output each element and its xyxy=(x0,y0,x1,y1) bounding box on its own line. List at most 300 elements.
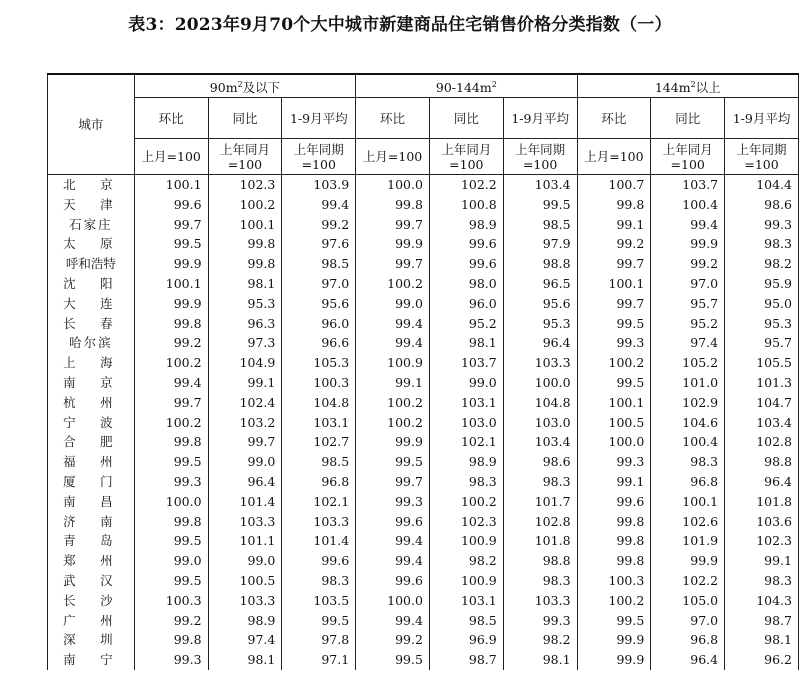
table-row xyxy=(48,195,799,215)
value-cell: 99.8 xyxy=(577,512,651,532)
city-cell: 上 海 xyxy=(48,353,135,373)
value-cell: 99.0 xyxy=(429,373,503,393)
value-cell: 99.0 xyxy=(134,551,208,571)
value-cell: 96.8 xyxy=(651,630,725,650)
value-cell: 99.0 xyxy=(356,294,430,314)
table-row xyxy=(48,611,799,631)
city-cell: 杭 州 xyxy=(48,393,135,413)
value-cell: 99.8 xyxy=(208,254,282,274)
value-cell: 99.6 xyxy=(356,571,430,591)
subheader-cell: 1-9月平均 xyxy=(725,98,799,139)
table-row xyxy=(48,591,799,611)
value-cell: 99.8 xyxy=(134,630,208,650)
value-cell: 99.6 xyxy=(134,195,208,215)
subheader-cell: 环比 xyxy=(134,98,208,139)
city-cell: 合 肥 xyxy=(48,432,135,452)
value-cell: 99.0 xyxy=(208,551,282,571)
city-cell: 石家庄 xyxy=(48,215,135,235)
value-cell: 100.8 xyxy=(429,195,503,215)
value-cell: 102.6 xyxy=(651,512,725,532)
value-cell: 104.7 xyxy=(725,393,799,413)
city-cell: 北 京 xyxy=(48,175,135,195)
value-cell: 97.0 xyxy=(651,274,725,294)
value-cell: 103.6 xyxy=(725,512,799,532)
value-cell: 97.0 xyxy=(651,611,725,631)
value-cell: 103.4 xyxy=(503,432,577,452)
city-cell: 天 津 xyxy=(48,195,135,215)
value-cell: 100.2 xyxy=(577,591,651,611)
value-cell: 98.1 xyxy=(208,650,282,670)
value-cell: 99.7 xyxy=(356,254,430,274)
value-cell: 96.3 xyxy=(208,314,282,334)
value-cell: 100.1 xyxy=(577,393,651,413)
value-cell: 99.5 xyxy=(356,452,430,472)
value-cell: 102.3 xyxy=(429,512,503,532)
value-cell: 100.9 xyxy=(356,353,430,373)
value-cell: 98.2 xyxy=(503,630,577,650)
value-cell: 98.2 xyxy=(725,254,799,274)
value-cell: 100.0 xyxy=(577,432,651,452)
value-cell: 103.2 xyxy=(208,413,282,433)
value-cell: 99.9 xyxy=(651,551,725,571)
table-title: 表3：2023年9月70个大中城市新建商品住宅销售价格分类指数（一） xyxy=(128,15,672,35)
subheader-cell: 环比 xyxy=(356,98,430,139)
value-cell: 98.3 xyxy=(725,234,799,254)
value-cell: 98.8 xyxy=(503,254,577,274)
subheader-cell: 1-9月平均 xyxy=(282,98,356,139)
city-column-header: 城市 xyxy=(48,74,135,175)
city-cell: 南 昌 xyxy=(48,492,135,512)
value-cell: 105.3 xyxy=(282,353,356,373)
value-cell: 96.4 xyxy=(651,650,725,670)
base-row xyxy=(48,139,799,175)
city-cell: 太 原 xyxy=(48,234,135,254)
value-cell: 104.4 xyxy=(725,175,799,195)
value-cell: 100.0 xyxy=(503,373,577,393)
value-cell: 105.5 xyxy=(725,353,799,373)
table-row xyxy=(48,333,799,353)
value-cell: 99.2 xyxy=(651,254,725,274)
city-cell: 深 圳 xyxy=(48,630,135,650)
value-cell: 98.8 xyxy=(503,551,577,571)
value-cell: 99.4 xyxy=(356,333,430,353)
value-cell: 99.7 xyxy=(134,393,208,413)
value-cell: 97.0 xyxy=(282,274,356,294)
value-cell: 98.6 xyxy=(503,452,577,472)
value-cell: 98.1 xyxy=(503,650,577,670)
value-cell: 95.3 xyxy=(725,314,799,334)
value-cell: 99.7 xyxy=(134,215,208,235)
value-cell: 103.3 xyxy=(503,591,577,611)
value-cell: 99.5 xyxy=(356,650,430,670)
subheader-cell: 同比 xyxy=(208,98,282,139)
value-cell: 98.0 xyxy=(429,274,503,294)
value-cell: 97.3 xyxy=(208,333,282,353)
value-cell: 96.9 xyxy=(429,630,503,650)
value-cell: 99.6 xyxy=(356,512,430,532)
subheader-row xyxy=(48,98,799,139)
value-cell: 102.4 xyxy=(208,393,282,413)
value-cell: 99.1 xyxy=(208,373,282,393)
value-cell: 95.2 xyxy=(429,314,503,334)
table-row xyxy=(48,432,799,452)
value-cell: 99.9 xyxy=(134,254,208,274)
value-cell: 99.7 xyxy=(356,215,430,235)
value-cell: 100.3 xyxy=(282,373,356,393)
value-cell: 95.6 xyxy=(503,294,577,314)
city-cell: 呼和浩特 xyxy=(48,254,135,274)
value-cell: 95.3 xyxy=(503,314,577,334)
base-cell: 上年同期=100 xyxy=(725,139,799,175)
value-cell: 100.5 xyxy=(208,571,282,591)
city-cell: 郑 州 xyxy=(48,551,135,571)
value-cell: 103.3 xyxy=(208,512,282,532)
value-cell: 96.5 xyxy=(503,274,577,294)
value-cell: 96.6 xyxy=(282,333,356,353)
value-cell: 103.1 xyxy=(429,591,503,611)
value-cell: 99.4 xyxy=(651,215,725,235)
value-cell: 99.9 xyxy=(134,294,208,314)
value-cell: 100.2 xyxy=(356,393,430,413)
value-cell: 95.0 xyxy=(725,294,799,314)
table-body xyxy=(48,175,799,670)
value-cell: 97.1 xyxy=(282,650,356,670)
value-cell: 99.1 xyxy=(356,373,430,393)
table-row xyxy=(48,472,799,492)
value-cell: 96.0 xyxy=(282,314,356,334)
value-cell: 99.5 xyxy=(577,373,651,393)
value-cell: 95.9 xyxy=(725,274,799,294)
value-cell: 99.9 xyxy=(356,432,430,452)
value-cell: 99.8 xyxy=(577,551,651,571)
value-cell: 102.8 xyxy=(725,432,799,452)
value-cell: 96.0 xyxy=(429,294,503,314)
value-cell: 100.1 xyxy=(577,274,651,294)
value-cell: 99.1 xyxy=(577,472,651,492)
value-cell: 100.2 xyxy=(134,353,208,373)
subheader-cell: 同比 xyxy=(651,98,725,139)
value-cell: 100.1 xyxy=(651,492,725,512)
value-cell: 100.1 xyxy=(134,274,208,294)
value-cell: 99.2 xyxy=(134,333,208,353)
value-cell: 99.8 xyxy=(134,512,208,532)
value-cell: 101.4 xyxy=(208,492,282,512)
base-cell: 上年同月=100 xyxy=(651,139,725,175)
value-cell: 103.3 xyxy=(208,591,282,611)
value-cell: 99.5 xyxy=(134,452,208,472)
table-row xyxy=(48,452,799,472)
value-cell: 98.5 xyxy=(429,611,503,631)
value-cell: 95.2 xyxy=(651,314,725,334)
value-cell: 101.1 xyxy=(208,531,282,551)
value-cell: 99.3 xyxy=(577,333,651,353)
value-cell: 100.1 xyxy=(208,215,282,235)
subheader-cell: 环比 xyxy=(577,98,651,139)
city-cell: 济 南 xyxy=(48,512,135,532)
value-cell: 104.8 xyxy=(503,393,577,413)
value-cell: 101.8 xyxy=(503,531,577,551)
city-cell: 宁 波 xyxy=(48,413,135,433)
city-cell: 武 汉 xyxy=(48,571,135,591)
value-cell: 99.5 xyxy=(134,234,208,254)
value-cell: 99.5 xyxy=(577,314,651,334)
value-cell: 102.3 xyxy=(208,175,282,195)
value-cell: 99.2 xyxy=(577,234,651,254)
value-cell: 99.1 xyxy=(725,551,799,571)
table-row xyxy=(48,512,799,532)
value-cell: 100.2 xyxy=(429,492,503,512)
value-cell: 103.0 xyxy=(503,413,577,433)
value-cell: 98.3 xyxy=(282,571,356,591)
group-header-small: $90m^2$及以下 xyxy=(134,74,355,98)
city-cell: 大 连 xyxy=(48,294,135,314)
city-cell: 南 宁 xyxy=(48,650,135,670)
value-cell: 105.0 xyxy=(651,591,725,611)
table-row xyxy=(48,234,799,254)
value-cell: 95.6 xyxy=(282,294,356,314)
value-cell: 99.2 xyxy=(134,611,208,631)
value-cell: 99.7 xyxy=(356,472,430,492)
value-cell: 98.5 xyxy=(282,452,356,472)
table-row xyxy=(48,175,799,195)
value-cell: 99.9 xyxy=(577,630,651,650)
value-cell: 99.9 xyxy=(356,234,430,254)
city-cell: 长 春 xyxy=(48,314,135,334)
table-row xyxy=(48,413,799,433)
base-cell: 上月=100 xyxy=(356,139,430,175)
table-row xyxy=(48,571,799,591)
value-cell: 99.8 xyxy=(577,531,651,551)
value-cell: 104.6 xyxy=(651,413,725,433)
value-cell: 98.1 xyxy=(725,630,799,650)
value-cell: 103.3 xyxy=(282,512,356,532)
value-cell: 100.2 xyxy=(134,413,208,433)
value-cell: 97.4 xyxy=(651,333,725,353)
value-cell: 102.9 xyxy=(651,393,725,413)
value-cell: 99.8 xyxy=(134,314,208,334)
city-cell: 青 岛 xyxy=(48,531,135,551)
value-cell: 103.4 xyxy=(725,413,799,433)
value-cell: 99.7 xyxy=(577,254,651,274)
value-cell: 101.8 xyxy=(725,492,799,512)
value-cell: 98.2 xyxy=(429,551,503,571)
base-cell: 上年同期=100 xyxy=(503,139,577,175)
value-cell: 97.9 xyxy=(503,234,577,254)
value-cell: 99.8 xyxy=(208,234,282,254)
table-row xyxy=(48,551,799,571)
value-cell: 99.4 xyxy=(356,611,430,631)
value-cell: 98.9 xyxy=(429,452,503,472)
value-cell: 100.9 xyxy=(429,531,503,551)
value-cell: 103.9 xyxy=(282,175,356,195)
value-cell: 96.8 xyxy=(282,472,356,492)
table-row xyxy=(48,531,799,551)
value-cell: 100.3 xyxy=(577,571,651,591)
value-cell: 100.9 xyxy=(429,571,503,591)
base-cell: 上年同月=100 xyxy=(208,139,282,175)
base-cell: 上月=100 xyxy=(134,139,208,175)
value-cell: 99.6 xyxy=(282,551,356,571)
group-header-large: $144m^2$以上 xyxy=(577,74,798,98)
value-cell: 99.8 xyxy=(577,195,651,215)
value-cell: 105.2 xyxy=(651,353,725,373)
value-cell: 99.6 xyxy=(577,492,651,512)
value-cell: 97.6 xyxy=(282,234,356,254)
value-cell: 99.5 xyxy=(134,571,208,591)
value-cell: 99.0 xyxy=(208,452,282,472)
value-cell: 103.5 xyxy=(282,591,356,611)
value-cell: 95.7 xyxy=(725,333,799,353)
table-row xyxy=(48,294,799,314)
value-cell: 98.3 xyxy=(429,472,503,492)
value-cell: 99.5 xyxy=(577,611,651,631)
value-cell: 104.3 xyxy=(725,591,799,611)
value-cell: 103.1 xyxy=(429,393,503,413)
table-row xyxy=(48,215,799,235)
value-cell: 98.6 xyxy=(725,195,799,215)
value-cell: 100.3 xyxy=(134,591,208,611)
value-cell: 99.6 xyxy=(429,254,503,274)
value-cell: 101.4 xyxy=(282,531,356,551)
value-cell: 99.5 xyxy=(282,611,356,631)
value-cell: 98.3 xyxy=(503,571,577,591)
value-cell: 98.3 xyxy=(725,571,799,591)
city-cell: 哈尔滨 xyxy=(48,333,135,353)
value-cell: 96.4 xyxy=(725,472,799,492)
subheader-cell: 1-9月平均 xyxy=(503,98,577,139)
city-cell: 长 沙 xyxy=(48,591,135,611)
table-row xyxy=(48,630,799,650)
value-cell: 99.4 xyxy=(356,531,430,551)
value-cell: 98.1 xyxy=(208,274,282,294)
base-cell: 上年同月=100 xyxy=(429,139,503,175)
subheader-cell: 同比 xyxy=(429,98,503,139)
value-cell: 102.1 xyxy=(429,432,503,452)
value-cell: 101.9 xyxy=(651,531,725,551)
table-row xyxy=(48,274,799,294)
value-cell: 98.5 xyxy=(282,254,356,274)
value-cell: 99.2 xyxy=(282,215,356,235)
value-cell: 98.5 xyxy=(503,215,577,235)
value-cell: 99.5 xyxy=(134,531,208,551)
value-cell: 100.7 xyxy=(577,175,651,195)
value-cell: 97.4 xyxy=(208,630,282,650)
table-row xyxy=(48,353,799,373)
table-row xyxy=(48,492,799,512)
value-cell: 96.2 xyxy=(725,650,799,670)
value-cell: 104.9 xyxy=(208,353,282,373)
value-cell: 99.7 xyxy=(208,432,282,452)
value-cell: 99.9 xyxy=(577,650,651,670)
value-cell: 101.7 xyxy=(503,492,577,512)
value-cell: 102.8 xyxy=(503,512,577,532)
value-cell: 101.0 xyxy=(651,373,725,393)
value-cell: 99.1 xyxy=(577,215,651,235)
value-cell: 99.7 xyxy=(577,294,651,314)
city-cell: 南 京 xyxy=(48,373,135,393)
value-cell: 98.9 xyxy=(208,611,282,631)
value-cell: 103.4 xyxy=(503,175,577,195)
value-cell: 102.2 xyxy=(651,571,725,591)
value-cell: 100.2 xyxy=(577,353,651,373)
table-row xyxy=(48,254,799,274)
value-cell: 99.2 xyxy=(356,630,430,650)
value-cell: 96.8 xyxy=(651,472,725,492)
value-cell: 99.3 xyxy=(134,472,208,492)
city-cell: 福 州 xyxy=(48,452,135,472)
value-cell: 97.8 xyxy=(282,630,356,650)
value-cell: 98.1 xyxy=(429,333,503,353)
value-cell: 96.4 xyxy=(208,472,282,492)
value-cell: 102.1 xyxy=(282,492,356,512)
value-cell: 103.7 xyxy=(429,353,503,373)
value-cell: 100.4 xyxy=(651,195,725,215)
city-cell: 广 州 xyxy=(48,611,135,631)
value-cell: 98.8 xyxy=(725,452,799,472)
base-cell: 上月=100 xyxy=(577,139,651,175)
value-cell: 99.9 xyxy=(651,234,725,254)
value-cell: 99.4 xyxy=(356,551,430,571)
table-header xyxy=(48,74,799,175)
value-cell: 98.3 xyxy=(651,452,725,472)
value-cell: 98.7 xyxy=(429,650,503,670)
value-cell: 98.3 xyxy=(503,472,577,492)
value-cell: 99.4 xyxy=(134,373,208,393)
value-cell: 98.7 xyxy=(725,611,799,631)
table-row xyxy=(48,314,799,334)
value-cell: 104.8 xyxy=(282,393,356,413)
value-cell: 99.4 xyxy=(282,195,356,215)
value-cell: 99.3 xyxy=(134,650,208,670)
value-cell: 99.6 xyxy=(429,234,503,254)
city-cell: 沈 阳 xyxy=(48,274,135,294)
value-cell: 100.4 xyxy=(651,432,725,452)
value-cell: 102.2 xyxy=(429,175,503,195)
value-cell: 95.3 xyxy=(208,294,282,314)
value-cell: 98.9 xyxy=(429,215,503,235)
value-cell: 100.0 xyxy=(356,175,430,195)
value-cell: 101.3 xyxy=(725,373,799,393)
value-cell: 102.7 xyxy=(282,432,356,452)
value-cell: 99.3 xyxy=(725,215,799,235)
table-row xyxy=(48,650,799,670)
value-cell: 100.5 xyxy=(577,413,651,433)
value-cell: 96.4 xyxy=(503,333,577,353)
value-cell: 100.2 xyxy=(208,195,282,215)
group-header-medium: $90-144m^2$ xyxy=(356,74,577,98)
value-cell: 100.2 xyxy=(356,274,430,294)
value-cell: 95.7 xyxy=(651,294,725,314)
value-cell: 99.3 xyxy=(356,492,430,512)
value-cell: 103.7 xyxy=(651,175,725,195)
value-cell: 102.3 xyxy=(725,531,799,551)
value-cell: 99.8 xyxy=(134,432,208,452)
value-cell: 103.0 xyxy=(429,413,503,433)
value-cell: 100.2 xyxy=(356,413,430,433)
value-cell: 99.3 xyxy=(503,611,577,631)
city-cell: 厦 门 xyxy=(48,472,135,492)
value-cell: 99.8 xyxy=(356,195,430,215)
value-cell: 99.4 xyxy=(356,314,430,334)
table-row xyxy=(48,393,799,413)
value-cell: 100.0 xyxy=(356,591,430,611)
value-cell: 103.3 xyxy=(503,353,577,373)
value-cell: 99.3 xyxy=(577,452,651,472)
table-row xyxy=(48,373,799,393)
value-cell: 103.1 xyxy=(282,413,356,433)
value-cell: 99.5 xyxy=(503,195,577,215)
price-index-table xyxy=(47,73,799,670)
